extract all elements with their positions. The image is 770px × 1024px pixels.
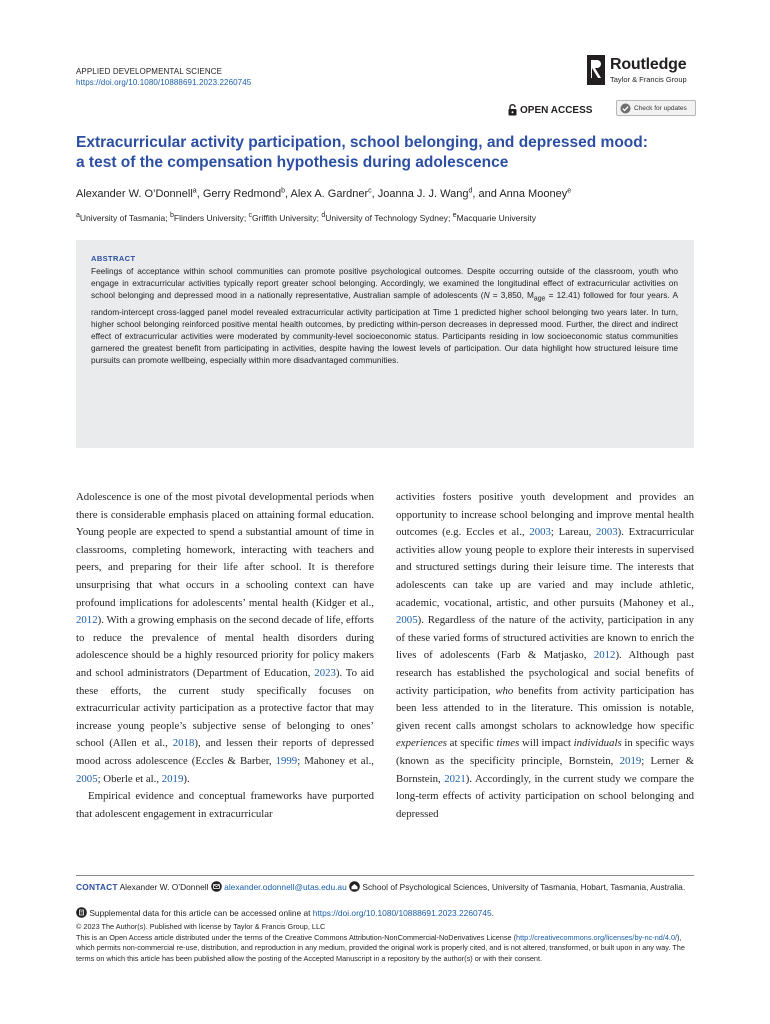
routledge-logo-icon	[586, 54, 606, 86]
author-separator: , and	[472, 188, 500, 200]
author-affiliation-mark: c	[368, 187, 372, 195]
text-run: ). Regardless of the nature of the activity, participation in any of these varied forms of structured activities are known to enrich the lives of adolescents (Farb & Matjasko,	[396, 614, 694, 662]
body-paragraph: Empirical evidence and conceptual frameworks have purported that adolescent engagement in extracurricular	[76, 790, 374, 820]
affiliation: Griffith University	[252, 213, 317, 223]
abstract-part: = 12.41) followed for four years. A random-intercept cross-lagged panel model revealed extracurricular activity participation at Time 1 predicted higher school belonging two years later. In turn, higher school belonging reinforced positive mental health outcomes, by predicting within-person decreases in depressed mood. Further, the direct and indirect effect of extracurricular activities were moderated by community-level socioeconomic status. Participants residing in low socioeconomic status communities garnered the greatest benefit from participating in activities, despite having the lowest levels of participation. Our data highlight how structured leisure time pursuits can promote wellbeing, especially within more disadvantaged communities.	[91, 290, 678, 365]
body-column-right	[396, 489, 694, 823]
supplemental-note	[76, 907, 696, 919]
author-name[interactable]: Gerry Redmond	[202, 188, 282, 200]
text-run: ; Mahoney et al.,	[297, 754, 374, 767]
abstract-box	[76, 240, 694, 448]
citation-link[interactable]: 2021	[444, 772, 466, 785]
text-run: ).	[183, 772, 190, 785]
text-run: will impact	[519, 737, 574, 750]
text-run: ). With a growing emphasis on the second decade of life, efforts to reduce the prevalence of mental health disorders during adolescence should be a highly resourced priority for policy makers and school administrators (Department of Education,	[76, 614, 374, 679]
title-line-1: Extracurricular activity participation, school belonging, and depressed mood:	[76, 134, 648, 151]
license-block	[76, 922, 696, 964]
author-separator: ,	[284, 188, 291, 200]
text-run: ), and lessen their reports of depressed mood across adolescence (Eccles & Barber,	[76, 737, 374, 767]
check-updates-button[interactable]	[616, 100, 696, 116]
author-name[interactable]: Joanna J. J. Wang	[377, 188, 469, 200]
supplemental-data-icon	[76, 907, 87, 918]
abstract-text	[91, 265, 678, 366]
contact-info	[76, 881, 696, 893]
author-affiliation-mark: d	[468, 187, 473, 195]
emphasis: who	[495, 684, 514, 697]
affiliation: Macquarie University	[456, 213, 536, 223]
text-run: ; Oberle et al.,	[97, 772, 162, 785]
emphasis: individuals	[573, 737, 622, 750]
affiliation-mark: a	[76, 212, 80, 220]
publisher-name: Routledge	[610, 56, 687, 73]
affiliation: University of Technology Sydney	[325, 213, 448, 223]
address-icon	[349, 881, 360, 892]
contact-address: School of Psychological Sciences, University of Tasmania, Hobart, Tasmania, Australia.	[360, 882, 686, 892]
author-separator: ,	[371, 188, 378, 200]
text-run: ; Lareau,	[550, 526, 597, 539]
copyright-line: © 2023 The Author(s). Published with license by Taylor & Francis Group, LLC	[76, 922, 326, 931]
mean-age-subscript: age	[533, 295, 546, 303]
citation-link[interactable]: 2005	[396, 614, 418, 627]
footer-divider	[76, 875, 694, 876]
text-run: Adolescence is one of the most pivotal developmental periods when there is considerable emphasis placed on attaining formal education. Young people are expected to spend a substantial amount of time in classrooms, completing homework, interacting with teachers and peers, and preparing for their life after school. It is therefore unsurprising that what occurs in a schooling context can have profound implications for adolescents’ mental health (Kidger et al.,	[76, 491, 374, 609]
body-column-left	[76, 489, 374, 823]
citation-link[interactable]: 2005	[76, 772, 98, 785]
affiliation-list: $^a$University of Tasmania; $^b$Flinders University; $^c$Griffith University; $^d$University of Technology Sydney; $^e$Macquarie University	[76, 212, 536, 223]
affiliation-mark: e	[452, 212, 457, 220]
author-affiliation-mark: a	[192, 187, 197, 195]
author-name[interactable]: Alexander W. O’Donnell	[76, 188, 193, 200]
contact-label: CONTACT	[76, 882, 118, 892]
publisher-logo[interactable]	[586, 54, 706, 90]
text-run: in specific ways (known as the specificity principle, Bornstein,	[396, 737, 694, 767]
contact-email-link[interactable]: alexander.odonnell@utas.edu.au	[224, 882, 347, 892]
sample-size-symbol: N	[483, 290, 490, 300]
journal-header	[76, 66, 251, 88]
emphasis: experiences	[396, 737, 447, 750]
author-name[interactable]: Anna Mooney	[499, 188, 568, 200]
text-run: ). To aid these efforts, the current study specifically focuses on extracurricular activity participation as a protective factor that may increase young people’s subjective sense of belonging to ones’ school (Allen et al.,	[76, 666, 374, 750]
text-run: activities fosters positive youth development and provides an opportunity to increase school belonging and improve mental health outcomes (e.g. Eccles et al.,	[396, 491, 694, 539]
supplemental-text: Supplemental data for this article can be accessed online at	[87, 908, 313, 918]
citation-link[interactable]: 2023	[314, 666, 336, 679]
abstract-heading: ABSTRACT	[91, 254, 136, 263]
open-access-badge	[508, 103, 592, 117]
supplemental-link[interactable]: https://doi.org/10.1080/10888691.2023.2260745	[312, 908, 492, 918]
doi-link[interactable]: https://doi.org/10.1080/10888691.2023.2260745	[76, 78, 252, 87]
contact-name: Alexander W. O’Donnell	[117, 882, 211, 892]
text-run: benefits from activity participation has been less attended to in the literature. This omission is notable, given recent calls amongst scholars to acknowledge how specific	[396, 684, 695, 732]
check-updates-label: Check for updates	[634, 104, 687, 112]
supplemental-end: .	[491, 908, 494, 918]
license-part: ), which permits non-commercial re-use, distribution, and reproduction in any medium, provided the original work is properly cited, and is not altered, transformed, or built upon in any way. The terms on which this article has been published allow the posting of the Accepted Manuscript in a repository by the author(s) or with their consent.	[76, 932, 685, 963]
emphasis: times	[496, 737, 520, 750]
citation-link[interactable]: 2003	[529, 526, 551, 539]
article-title	[76, 133, 696, 173]
abstract-part: = 3,850, M	[489, 290, 534, 300]
affiliation-mark: d	[321, 212, 326, 220]
open-access-label: OPEN ACCESS	[520, 104, 593, 116]
citation-link[interactable]: 2018	[172, 737, 195, 750]
title-line-2: a test of the compensation hypothesis during adolescence	[76, 154, 509, 171]
license-part: This is an Open Access article distributed under the terms of the Creative Commons Attribution-NonCommercial-NoDerivatives License (	[76, 932, 517, 942]
text-run: at specific	[446, 737, 497, 750]
open-lock-icon	[508, 104, 517, 116]
author-list	[76, 186, 696, 202]
citation-link[interactable]: 2012	[76, 614, 98, 627]
citation-link[interactable]: 2003	[596, 526, 618, 539]
journal-name: APPLIED DEVELOPMENTAL SCIENCE	[76, 67, 223, 76]
citation-link[interactable]: 2019	[619, 754, 642, 767]
text-run: ; Lerner & Bornstein,	[396, 754, 694, 785]
body-paragraph	[396, 489, 694, 823]
email-icon	[211, 881, 222, 892]
author-affiliation-mark: e	[567, 187, 572, 195]
author-separator: ,	[196, 188, 203, 200]
license-link[interactable]: http://creativecommons.org/licenses/by-nc-nd/4.0/	[516, 932, 678, 942]
citation-link[interactable]: 1999	[275, 754, 298, 767]
text-run: ). Although past research has established the psychological and social benefits of activity participation,	[396, 649, 695, 697]
affiliation-mark: c	[248, 212, 253, 220]
publisher-subtitle: Taylor & Francis Group	[610, 75, 687, 84]
affiliation-mark: b	[170, 212, 174, 220]
citation-link[interactable]: 2012	[593, 649, 616, 662]
body-paragraph	[76, 489, 374, 788]
text-run: ). Extracurricular activities allow young people to explore their interests in supervised and structured settings during their leisure time. The interests that adolescents can take up are varied and may include athletic, academic, vocational, artistic, and other pursuits (Mahoney et al.,	[396, 526, 694, 609]
author-affiliation-mark: b	[281, 187, 285, 195]
abstract-part: Feelings of acceptance within school communities can promote positive psychological outcomes. Despite occurring outside of the classroom, youth who engage in extracurricular activities typically report greater school belonging. Accordingly, we examined the longitudinal effect of extracurricular activities on school belonging and depressed mood in a nationally representative, Australian sample of adolescents (	[91, 266, 678, 300]
license-text	[76, 933, 696, 965]
affiliation: Flinders University	[173, 213, 244, 223]
affiliation: University of Tasmania	[79, 213, 166, 223]
citation-link[interactable]: 2019	[161, 772, 184, 785]
text-run: ). Accordingly, in the current study we compare the long-term effects of activity participation on school belonging and depressed	[396, 772, 695, 820]
check-updates-icon	[620, 103, 631, 114]
author-name[interactable]: Alex A. Gardner	[290, 188, 369, 200]
